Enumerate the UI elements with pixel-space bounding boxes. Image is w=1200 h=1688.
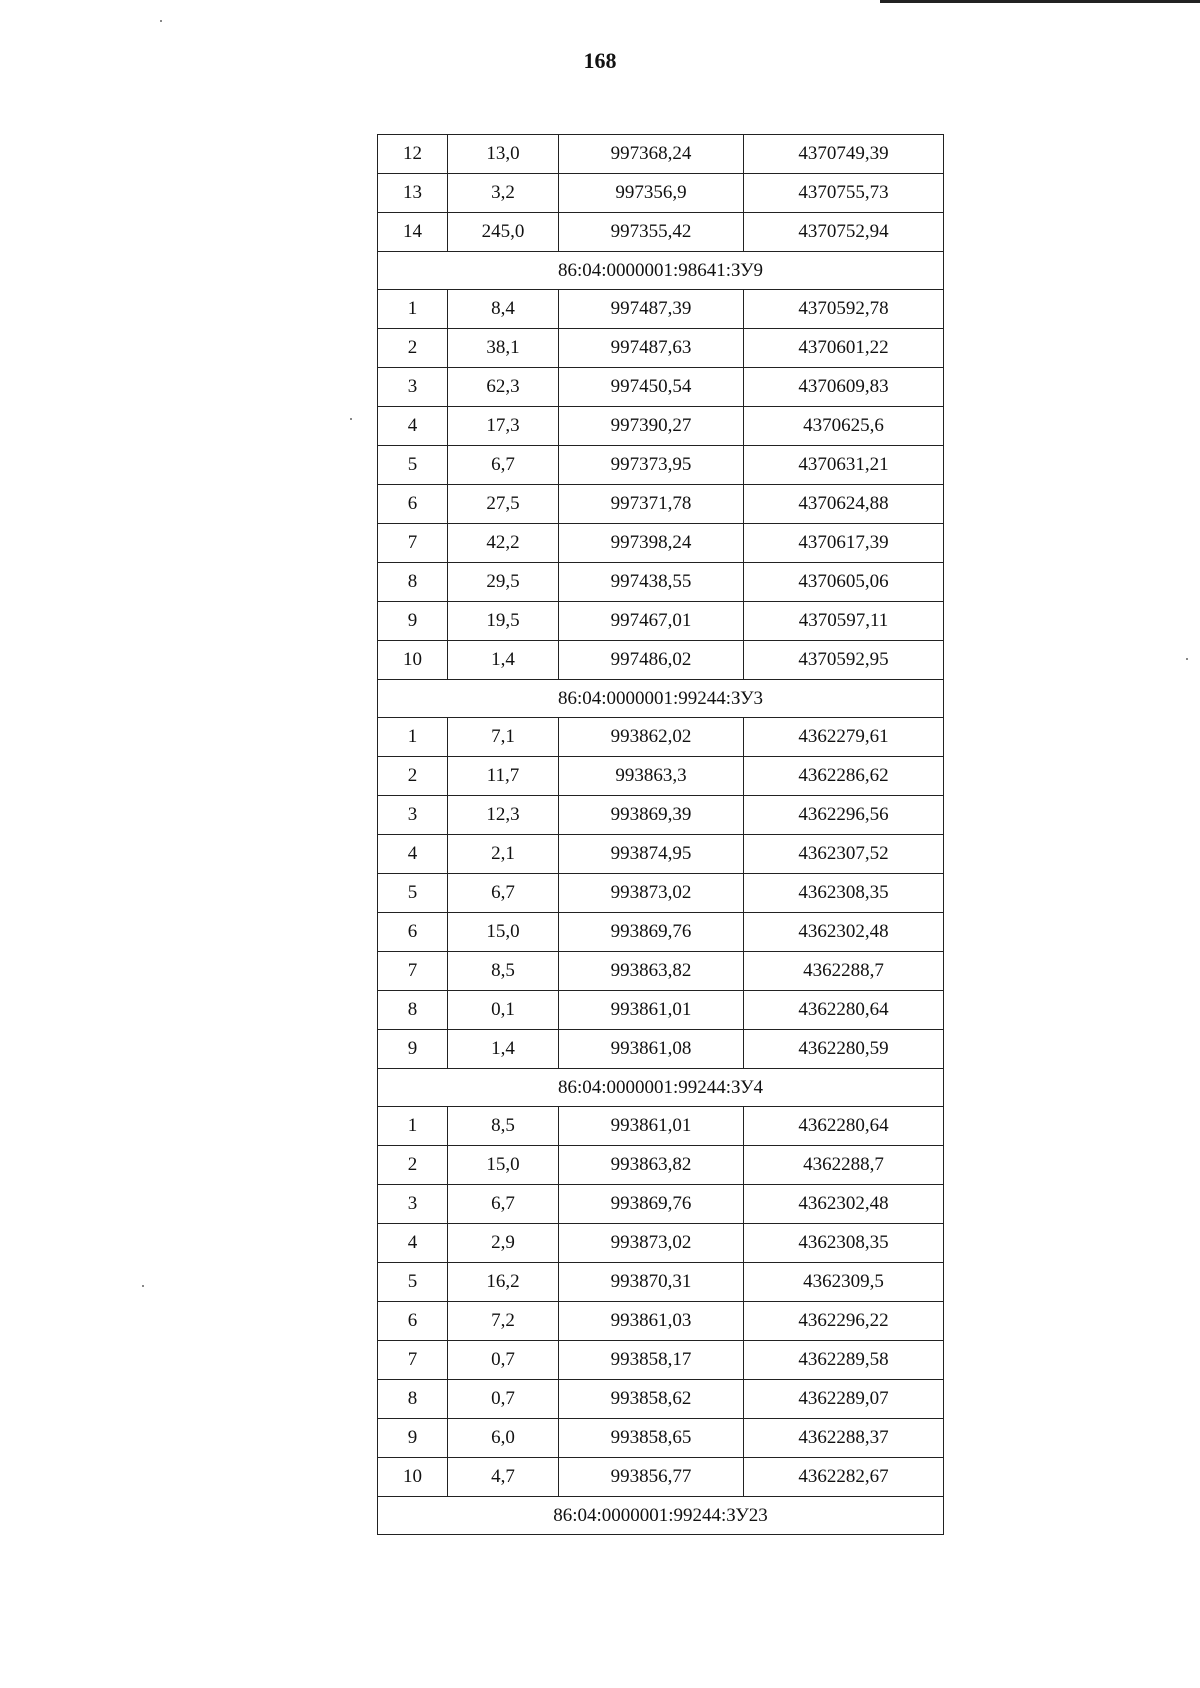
x-coordinate-cell: 993869,76 — [559, 913, 744, 952]
point-number-cell: 1 — [378, 718, 448, 757]
table-row — [378, 1380, 944, 1419]
point-number-cell: 1 — [378, 1107, 448, 1146]
point-number-cell: 6 — [378, 913, 448, 952]
point-number-cell: 3 — [378, 368, 448, 407]
table-row — [378, 407, 944, 446]
x-coordinate-cell: 997438,55 — [559, 563, 744, 602]
table-row — [378, 1458, 944, 1497]
y-coordinate-cell: 4370749,39 — [744, 135, 944, 174]
y-coordinate-cell: 4370624,88 — [744, 485, 944, 524]
y-coordinate-cell: 4370605,06 — [744, 563, 944, 602]
point-number-cell: 12 — [378, 135, 448, 174]
x-coordinate-cell: 997450,54 — [559, 368, 744, 407]
x-coordinate-cell: 997487,39 — [559, 290, 744, 329]
point-number-cell: 13 — [378, 174, 448, 213]
point-number-cell: 4 — [378, 407, 448, 446]
x-coordinate-cell: 997487,63 — [559, 329, 744, 368]
y-coordinate-cell: 4362282,67 — [744, 1458, 944, 1497]
distance-cell: 62,3 — [448, 368, 559, 407]
point-number-cell: 9 — [378, 1419, 448, 1458]
x-coordinate-cell: 993874,95 — [559, 835, 744, 874]
distance-cell: 16,2 — [448, 1263, 559, 1302]
table-row — [378, 290, 944, 329]
distance-cell: 27,5 — [448, 485, 559, 524]
x-coordinate-cell: 993861,08 — [559, 1030, 744, 1069]
cadastral-number: 86:04:0000001:98641:ЗУ9 — [378, 252, 944, 290]
y-coordinate-cell: 4362302,48 — [744, 1185, 944, 1224]
distance-cell: 15,0 — [448, 1146, 559, 1185]
point-number-cell: 8 — [378, 1380, 448, 1419]
x-coordinate-cell: 993856,77 — [559, 1458, 744, 1497]
table-row — [378, 446, 944, 485]
x-coordinate-cell: 993861,03 — [559, 1302, 744, 1341]
y-coordinate-cell: 4362289,58 — [744, 1341, 944, 1380]
point-number-cell: 8 — [378, 563, 448, 602]
x-coordinate-cell: 993869,39 — [559, 796, 744, 835]
y-coordinate-cell: 4362296,22 — [744, 1302, 944, 1341]
scan-top-rule — [880, 0, 1200, 3]
x-coordinate-cell: 993870,31 — [559, 1263, 744, 1302]
table-row — [378, 1341, 944, 1380]
distance-cell: 15,0 — [448, 913, 559, 952]
table-row — [378, 329, 944, 368]
x-coordinate-cell: 997486,02 — [559, 641, 744, 680]
y-coordinate-cell: 4362286,62 — [744, 757, 944, 796]
distance-cell: 3,2 — [448, 174, 559, 213]
point-number-cell: 7 — [378, 524, 448, 563]
table-row — [378, 1224, 944, 1263]
y-coordinate-cell: 4362279,61 — [744, 718, 944, 757]
x-coordinate-cell: 993863,3 — [559, 757, 744, 796]
point-number-cell: 7 — [378, 952, 448, 991]
distance-cell: 2,9 — [448, 1224, 559, 1263]
table-row — [378, 174, 944, 213]
table-row — [378, 835, 944, 874]
y-coordinate-cell: 4362308,35 — [744, 874, 944, 913]
x-coordinate-cell: 993873,02 — [559, 1224, 744, 1263]
point-number-cell: 2 — [378, 329, 448, 368]
table-row — [378, 952, 944, 991]
distance-cell: 1,4 — [448, 641, 559, 680]
scan-speck — [350, 418, 352, 420]
y-coordinate-cell: 4362280,64 — [744, 1107, 944, 1146]
section-header-row — [378, 1497, 944, 1535]
y-coordinate-cell: 4370631,21 — [744, 446, 944, 485]
scan-speck — [160, 20, 162, 22]
distance-cell: 7,2 — [448, 1302, 559, 1341]
y-coordinate-cell: 4362288,37 — [744, 1419, 944, 1458]
point-number-cell: 5 — [378, 874, 448, 913]
point-number-cell: 4 — [378, 1224, 448, 1263]
table-row — [378, 718, 944, 757]
y-coordinate-cell: 4362280,59 — [744, 1030, 944, 1069]
distance-cell: 7,1 — [448, 718, 559, 757]
y-coordinate-cell: 4370625,6 — [744, 407, 944, 446]
x-coordinate-cell: 993858,17 — [559, 1341, 744, 1380]
table-row — [378, 602, 944, 641]
y-coordinate-cell: 4370601,22 — [744, 329, 944, 368]
table-row — [378, 563, 944, 602]
distance-cell: 19,5 — [448, 602, 559, 641]
table-row — [378, 874, 944, 913]
section-header-row — [378, 680, 944, 718]
distance-cell: 2,1 — [448, 835, 559, 874]
section-header-row — [378, 252, 944, 290]
distance-cell: 0,7 — [448, 1380, 559, 1419]
x-coordinate-cell: 993869,76 — [559, 1185, 744, 1224]
point-number-cell: 2 — [378, 757, 448, 796]
point-number-cell: 10 — [378, 1458, 448, 1497]
x-coordinate-cell: 997467,01 — [559, 602, 744, 641]
distance-cell: 6,7 — [448, 446, 559, 485]
point-number-cell: 14 — [378, 213, 448, 252]
distance-cell: 0,1 — [448, 991, 559, 1030]
y-coordinate-cell: 4370755,73 — [744, 174, 944, 213]
y-coordinate-cell: 4370609,83 — [744, 368, 944, 407]
x-coordinate-cell: 993858,65 — [559, 1419, 744, 1458]
x-coordinate-cell: 997390,27 — [559, 407, 744, 446]
y-coordinate-cell: 4362309,5 — [744, 1263, 944, 1302]
y-coordinate-cell: 4370597,11 — [744, 602, 944, 641]
y-coordinate-cell: 4362302,48 — [744, 913, 944, 952]
y-coordinate-cell: 4362308,35 — [744, 1224, 944, 1263]
distance-cell: 29,5 — [448, 563, 559, 602]
y-coordinate-cell: 4362307,52 — [744, 835, 944, 874]
cadastral-number: 86:04:0000001:99244:ЗУ3 — [378, 680, 944, 718]
table-row — [378, 1107, 944, 1146]
y-coordinate-cell: 4370617,39 — [744, 524, 944, 563]
y-coordinate-cell: 4362288,7 — [744, 1146, 944, 1185]
cadastral-number: 86:04:0000001:99244:ЗУ4 — [378, 1069, 944, 1107]
point-number-cell: 10 — [378, 641, 448, 680]
table-row — [378, 485, 944, 524]
scan-speck — [142, 1285, 144, 1287]
table-row — [378, 913, 944, 952]
page-number: 168 — [583, 48, 617, 73]
distance-cell: 4,7 — [448, 1458, 559, 1497]
table-row — [378, 135, 944, 174]
point-number-cell: 8 — [378, 991, 448, 1030]
point-number-cell: 3 — [378, 796, 448, 835]
point-number-cell: 9 — [378, 602, 448, 641]
distance-cell: 38,1 — [448, 329, 559, 368]
x-coordinate-cell: 997355,42 — [559, 213, 744, 252]
coordinates-table — [377, 134, 944, 1535]
y-coordinate-cell: 4370592,95 — [744, 641, 944, 680]
point-number-cell: 3 — [378, 1185, 448, 1224]
point-number-cell: 7 — [378, 1341, 448, 1380]
distance-cell: 12,3 — [448, 796, 559, 835]
distance-cell: 245,0 — [448, 213, 559, 252]
x-coordinate-cell: 997373,95 — [559, 446, 744, 485]
x-coordinate-cell: 993873,02 — [559, 874, 744, 913]
y-coordinate-cell: 4370752,94 — [744, 213, 944, 252]
distance-cell: 8,5 — [448, 952, 559, 991]
distance-cell: 6,7 — [448, 874, 559, 913]
table-row — [378, 1030, 944, 1069]
table-row — [378, 1146, 944, 1185]
distance-cell: 42,2 — [448, 524, 559, 563]
point-number-cell: 2 — [378, 1146, 448, 1185]
table-row — [378, 796, 944, 835]
scan-speck — [1186, 658, 1188, 660]
y-coordinate-cell: 4362296,56 — [744, 796, 944, 835]
table-row — [378, 1419, 944, 1458]
distance-cell: 1,4 — [448, 1030, 559, 1069]
point-number-cell: 9 — [378, 1030, 448, 1069]
x-coordinate-cell: 997371,78 — [559, 485, 744, 524]
section-header-row — [378, 1069, 944, 1107]
point-number-cell: 4 — [378, 835, 448, 874]
distance-cell: 8,5 — [448, 1107, 559, 1146]
y-coordinate-cell: 4362288,7 — [744, 952, 944, 991]
distance-cell: 17,3 — [448, 407, 559, 446]
y-coordinate-cell: 4370592,78 — [744, 290, 944, 329]
point-number-cell: 1 — [378, 290, 448, 329]
x-coordinate-cell: 997356,9 — [559, 174, 744, 213]
table-row — [378, 368, 944, 407]
y-coordinate-cell: 4362289,07 — [744, 1380, 944, 1419]
table-row — [378, 641, 944, 680]
distance-cell: 8,4 — [448, 290, 559, 329]
table-row — [378, 1302, 944, 1341]
coordinates-table-body — [378, 135, 944, 1535]
distance-cell: 11,7 — [448, 757, 559, 796]
point-number-cell: 6 — [378, 485, 448, 524]
cadastral-number: 86:04:0000001:99244:ЗУ23 — [378, 1497, 944, 1535]
point-number-cell: 6 — [378, 1302, 448, 1341]
x-coordinate-cell: 997368,24 — [559, 135, 744, 174]
x-coordinate-cell: 993862,02 — [559, 718, 744, 757]
table-row — [378, 524, 944, 563]
distance-cell: 6,7 — [448, 1185, 559, 1224]
x-coordinate-cell: 993861,01 — [559, 991, 744, 1030]
table-row — [378, 1185, 944, 1224]
x-coordinate-cell: 997398,24 — [559, 524, 744, 563]
x-coordinate-cell: 993858,62 — [559, 1380, 744, 1419]
table-row — [378, 213, 944, 252]
x-coordinate-cell: 993861,01 — [559, 1107, 744, 1146]
table-row — [378, 991, 944, 1030]
x-coordinate-cell: 993863,82 — [559, 952, 744, 991]
point-number-cell: 5 — [378, 1263, 448, 1302]
y-coordinate-cell: 4362280,64 — [744, 991, 944, 1030]
table-row — [378, 757, 944, 796]
distance-cell: 6,0 — [448, 1419, 559, 1458]
point-number-cell: 5 — [378, 446, 448, 485]
x-coordinate-cell: 993863,82 — [559, 1146, 744, 1185]
distance-cell: 0,7 — [448, 1341, 559, 1380]
table-row — [378, 1263, 944, 1302]
distance-cell: 13,0 — [448, 135, 559, 174]
